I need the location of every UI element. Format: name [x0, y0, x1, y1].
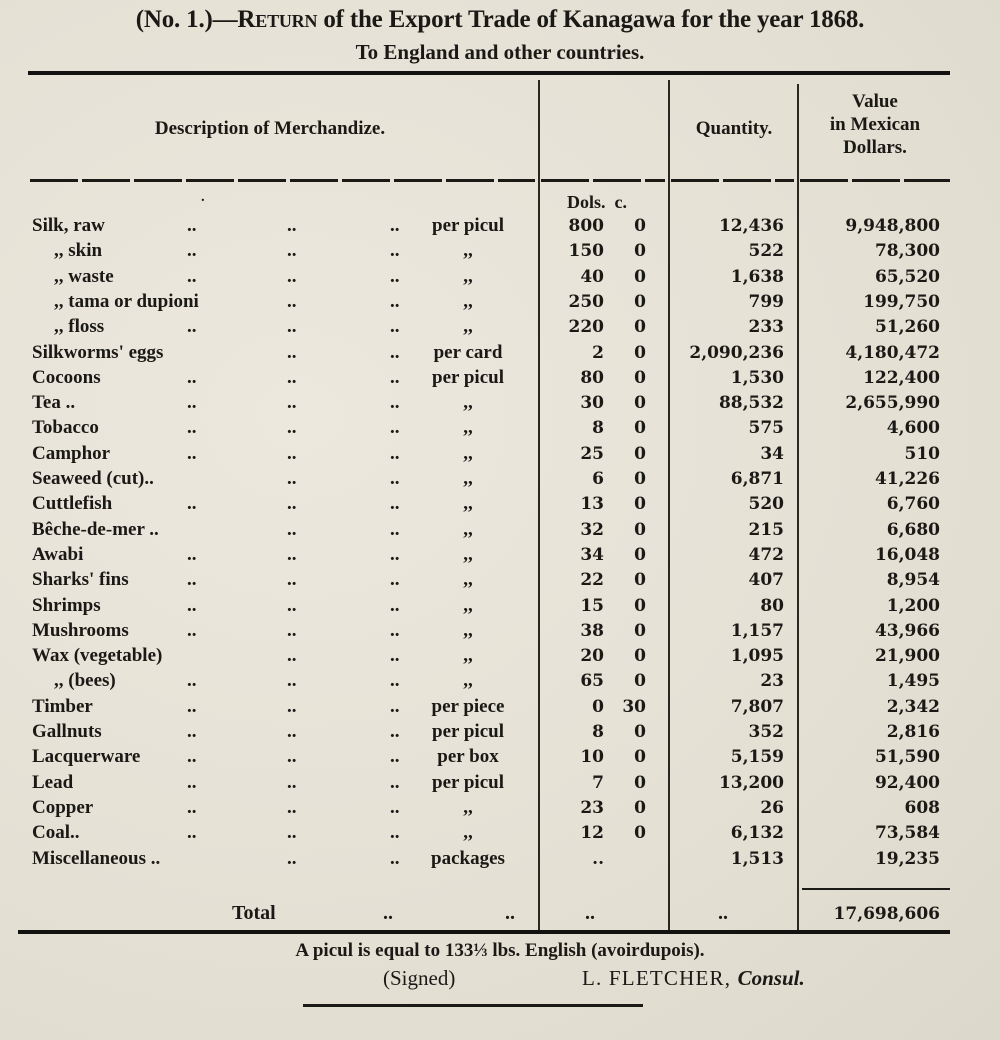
price-dollars: 65 [580, 671, 604, 692]
merchandise-description: Cocoons [32, 366, 101, 388]
leader-dots: .. [187, 569, 197, 591]
price-unit: ,, [463, 645, 473, 667]
price-unit: ,, [463, 493, 473, 515]
leader-dots: .. [390, 468, 400, 489]
leader-dots: .. [390, 746, 400, 768]
merchandise-description: Lead [32, 771, 74, 793]
leader-dots: .. [287, 215, 297, 236]
table-row [0, 670, 1000, 695]
table-row [0, 822, 1000, 847]
merchandise-description: Wax (vegetable) [32, 645, 163, 667]
merchandise-description: Miscellaneous .. [32, 847, 161, 869]
quantity: 1,638 [730, 266, 784, 287]
leader-dots: .. [287, 569, 297, 591]
leader-dots: .. [390, 290, 400, 312]
quantity: 472 [748, 544, 784, 565]
leader-dots: .. [390, 341, 400, 363]
leader-dots: .. [187, 265, 197, 287]
value-dollars: 6,680 [886, 519, 940, 540]
leader-dots: .. [390, 240, 400, 262]
merchandise-description: Lacquerware [32, 746, 141, 768]
price-unit: ,, [463, 796, 473, 818]
value-dollars: 1,200 [886, 595, 940, 616]
value-dollars: 510 [904, 443, 940, 464]
picul-footnote: A picul is equal to 133⅓ lbs. English (avoirdupois). [295, 940, 705, 961]
quantity: 34 [760, 443, 784, 464]
value-dollars: 19,235 [874, 848, 940, 869]
quantity: 215 [748, 519, 784, 540]
leader-dots: .. [390, 695, 400, 717]
header-value-line3: Dollars. [843, 137, 907, 158]
price-cents: 0 [634, 671, 646, 692]
price-dollars: 20 [580, 646, 604, 667]
price-cents: 0 [634, 317, 646, 338]
price-unit: ,, [463, 594, 473, 616]
price-dollars: 0 [592, 696, 604, 717]
leader-dots: .. [187, 316, 197, 338]
total-leader: .. [383, 902, 393, 924]
table-row [0, 848, 1000, 873]
price-unit: ,, [463, 543, 473, 565]
price-dollars: 8 [592, 722, 604, 742]
price-unit: ,, [463, 518, 473, 540]
price-cents: 0 [634, 646, 646, 667]
leader-dots: .. [390, 366, 400, 388]
leader-dots: .. [187, 543, 197, 565]
price-cents: 0 [634, 367, 646, 388]
price-dollars: 6 [592, 469, 604, 489]
table-row [0, 645, 1000, 670]
price-unit: per card [433, 341, 503, 363]
leader-dots: .. [390, 215, 400, 236]
merchandise-description: Silkworms' eggs [32, 341, 164, 363]
value-dollars: 199,750 [863, 291, 940, 312]
merchandise-description: Tobacco [32, 417, 99, 439]
total-rule [802, 888, 950, 890]
merchandise-description: Gallnuts [32, 721, 102, 742]
price-cents: 0 [634, 291, 646, 312]
value-dollars: 65,520 [874, 266, 940, 287]
leader-dots: .. [187, 392, 197, 414]
price-unit: ,, [463, 240, 473, 262]
price-cents-label: c. [614, 192, 628, 212]
leader-dots: .. [187, 240, 197, 262]
leader-dots: .. [390, 316, 400, 338]
quantity: 1,530 [730, 367, 784, 388]
leader-dots: .. [187, 215, 197, 236]
leader-dots: .. [390, 847, 400, 869]
merchandise-description: Awabi [32, 543, 84, 565]
leader-dots: .. [287, 265, 297, 287]
price-cents: 0 [634, 494, 646, 515]
merchandise-description: ,, (bees) [54, 670, 116, 692]
leader-dots: .. [187, 721, 197, 742]
quantity: 5,159 [730, 747, 784, 768]
total-leader: .. [585, 902, 595, 924]
signatory [582, 966, 805, 991]
leader-dots: .. [287, 442, 297, 464]
price-dollars: 220 [568, 317, 604, 338]
price-dollars: 38 [580, 620, 604, 641]
total-value: 17,698,606 [833, 904, 940, 924]
leader-dots: .. [287, 493, 297, 515]
header-rule [541, 179, 665, 182]
leader-dots: .. [390, 594, 400, 616]
value-dollars: 51,260 [874, 317, 940, 338]
value-dollars: 21,900 [874, 646, 940, 667]
title-rest: of the Export Trade of Kanagawa for the year 1868. [317, 6, 865, 33]
value-dollars: 4,600 [886, 418, 940, 439]
quantity: 7,807 [730, 696, 784, 717]
leader-dots: .. [287, 822, 297, 844]
leader-dots: .. [287, 695, 297, 717]
leader-dots: .. [287, 518, 297, 540]
value-dollars: 2,655,990 [845, 393, 940, 414]
price-unit: ,, [463, 265, 473, 287]
merchandise-description: Seaweed (cut).. [32, 468, 154, 489]
price-subheader [567, 192, 627, 213]
signed-label: (Signed) [383, 966, 456, 990]
leader-dots: .. [187, 796, 197, 818]
header-rule [800, 179, 950, 182]
leader-dot: · [200, 190, 206, 211]
price-cents: 0 [634, 469, 646, 489]
merchandise-description: ,, tama or dupioni [54, 290, 199, 312]
price-cents: 0 [634, 722, 646, 742]
leader-dots: .. [287, 543, 297, 565]
quantity: 2,090,236 [689, 342, 784, 363]
price-dollars: 34 [580, 544, 604, 565]
value-dollars: 2,816 [886, 722, 940, 742]
bottom-rule [18, 930, 950, 934]
price-cents: 0 [634, 823, 646, 844]
leader-dots: .. [187, 493, 197, 515]
leader-dots: .. [287, 645, 297, 667]
quantity: 23 [760, 671, 784, 692]
leader-dots: .. [287, 290, 297, 312]
price-dollars: 2 [592, 342, 604, 363]
table-row [0, 240, 1000, 265]
quantity: 88,532 [718, 393, 784, 414]
merchandise-description: Silk, raw [32, 215, 105, 236]
price-unit: ,, [463, 670, 473, 692]
table-row [0, 746, 1000, 771]
price-dollars: 250 [568, 291, 604, 312]
price-dollars: .. [592, 848, 604, 869]
price-dols-label: Dols. [567, 192, 606, 212]
leader-dots: .. [390, 392, 400, 414]
price-unit: ,, [463, 417, 473, 439]
table-row [0, 797, 1000, 822]
value-dollars: 16,048 [874, 544, 940, 565]
header-value-line2: in Mexican [829, 114, 921, 135]
value-dollars: 41,226 [874, 469, 940, 489]
title-prefix: (No. 1.)— [135, 6, 238, 33]
leader-dots: .. [187, 822, 197, 844]
price-cents: 0 [634, 747, 646, 768]
table-row [0, 772, 1000, 797]
signatory-name: L. FLETCHER, [582, 966, 732, 990]
leader-dots: .. [287, 847, 297, 869]
price-cents: 0 [634, 797, 646, 818]
price-dollars: 12 [580, 823, 604, 844]
value-dollars: 43,966 [874, 620, 940, 641]
table-row [0, 367, 1000, 392]
price-cents: 0 [634, 595, 646, 616]
leader-dots: .. [390, 569, 400, 591]
leader-dots: .. [187, 619, 197, 641]
leader-dots: .. [390, 417, 400, 439]
price-cents: 0 [634, 772, 646, 793]
merchandise-description: Mushrooms [32, 619, 129, 641]
value-dollars: 122,400 [863, 367, 940, 388]
merchandise-description: Timber [32, 695, 93, 717]
title-return: Return [237, 6, 318, 33]
header-quantity: Quantity. [695, 118, 773, 139]
quantity: 520 [748, 494, 784, 515]
leader-dots: .. [390, 518, 400, 540]
leader-dots: .. [287, 721, 297, 742]
price-dollars: 8 [592, 418, 604, 439]
price-cents: 0 [634, 570, 646, 591]
merchandise-description: Shrimps [32, 594, 101, 616]
quantity: 233 [748, 317, 784, 338]
total-leader: .. [718, 902, 728, 924]
quantity: 26 [760, 797, 784, 818]
leader-dots: .. [287, 771, 297, 793]
merchandise-description: ,, waste [54, 265, 114, 287]
leader-dots: .. [287, 240, 297, 262]
header-value-line1: Value [852, 91, 898, 112]
leader-dots: .. [287, 316, 297, 338]
leader-dots: .. [390, 265, 400, 287]
leader-dots: .. [287, 746, 297, 768]
price-cents: 0 [634, 443, 646, 464]
price-dollars: 25 [580, 443, 604, 464]
price-cents: 0 [634, 241, 646, 262]
quantity: 352 [748, 722, 784, 742]
value-dollars: 1,495 [886, 671, 940, 692]
table-row [0, 569, 1000, 594]
price-unit: per picul [432, 721, 504, 742]
quantity: 80 [760, 595, 784, 616]
price-dollars: 22 [580, 570, 604, 591]
price-unit: ,, [463, 822, 473, 844]
value-dollars: 51,590 [874, 747, 940, 768]
leader-dots: .. [390, 543, 400, 565]
price-dollars: 40 [580, 266, 604, 287]
table-row [0, 468, 1000, 493]
leader-dots: .. [390, 442, 400, 464]
price-cents: 0 [634, 544, 646, 565]
merchandise-description: Copper [32, 796, 94, 818]
leader-dots: .. [390, 619, 400, 641]
table-row [0, 519, 1000, 544]
table-row [0, 266, 1000, 291]
price-unit: per picul [432, 366, 504, 388]
quantity: 407 [748, 570, 784, 591]
leader-dots: .. [287, 392, 297, 414]
price-dollars: 15 [580, 595, 604, 616]
price-dollars: 10 [580, 747, 604, 768]
quantity: 1,095 [730, 646, 784, 667]
price-unit: ,, [463, 442, 473, 464]
price-cents: 0 [634, 393, 646, 414]
price-unit: per piece [431, 695, 505, 717]
merchandise-description: Tea .. [32, 392, 76, 414]
merchandise-description: Coal.. [32, 822, 80, 844]
price-cents: 30 [622, 696, 646, 717]
merchandise-description: Bêche-de-mer .. [32, 518, 159, 540]
table-row [0, 291, 1000, 316]
value-dollars: 92,400 [874, 772, 940, 793]
price-unit: packages [431, 847, 505, 869]
price-dollars: 800 [568, 216, 604, 236]
quantity: 6,132 [730, 823, 784, 844]
quantity: 799 [748, 291, 784, 312]
leader-dots: .. [187, 771, 197, 793]
total-label: Total [232, 902, 276, 924]
quantity: 6,871 [730, 469, 784, 489]
price-dollars: 32 [580, 519, 604, 540]
signatory-title: Consul. [737, 966, 805, 990]
merchandise-description: ,, skin [54, 240, 103, 262]
table-row [0, 443, 1000, 468]
value-dollars: 2,342 [886, 696, 940, 717]
leader-dots: .. [187, 746, 197, 768]
table-row [0, 417, 1000, 442]
table-row [0, 316, 1000, 341]
quantity: 575 [748, 418, 784, 439]
header-description: Description of Merchandize. [154, 118, 386, 139]
quantity: 1,513 [730, 848, 784, 869]
leader-dots: .. [187, 442, 197, 464]
merchandise-description: ,, floss [54, 316, 105, 338]
leader-dots: .. [390, 771, 400, 793]
leader-dots: .. [287, 796, 297, 818]
price-cents: 0 [634, 620, 646, 641]
leader-dots: .. [390, 796, 400, 818]
price-dollars: 13 [580, 494, 604, 515]
quantity: 13,200 [718, 772, 784, 793]
document-subtitle: To England and other countries. [355, 40, 645, 64]
price-cents: 0 [634, 519, 646, 540]
leader-dots: .. [287, 341, 297, 363]
header-rule [30, 179, 535, 182]
price-cents: 0 [634, 342, 646, 363]
price-unit: ,, [463, 316, 473, 338]
value-dollars: 608 [904, 797, 940, 818]
leader-dots: .. [187, 594, 197, 616]
leader-dots: .. [390, 822, 400, 844]
table-row [0, 696, 1000, 721]
value-dollars: 8,954 [886, 570, 940, 591]
table-row [0, 544, 1000, 569]
price-dollars: 23 [580, 797, 604, 818]
leader-dots: .. [390, 645, 400, 667]
price-dollars: 80 [580, 367, 604, 388]
leader-dots: .. [390, 670, 400, 692]
price-dollars: 150 [568, 241, 604, 262]
leader-dots: .. [187, 670, 197, 692]
table-row [0, 342, 1000, 367]
header-value [800, 90, 950, 159]
leader-dots: .. [287, 670, 297, 692]
price-dollars: 30 [580, 393, 604, 414]
merchandise-description: Cuttlefish [32, 493, 113, 515]
price-unit: per picul [432, 215, 504, 236]
leader-dots: .. [287, 366, 297, 388]
merchandise-description: Camphor [32, 442, 111, 464]
value-dollars: 78,300 [874, 241, 940, 262]
price-unit: per picul [432, 771, 504, 793]
table-row [0, 721, 1000, 746]
value-dollars: 9,948,800 [845, 216, 940, 236]
leader-dots: .. [187, 366, 197, 388]
top-rule [28, 71, 950, 75]
header-rule [671, 179, 794, 182]
value-dollars: 6,760 [886, 494, 940, 515]
document-title [0, 6, 1000, 34]
leader-dots: .. [390, 493, 400, 515]
table-row [0, 620, 1000, 645]
leader-dots: .. [287, 594, 297, 616]
price-unit: per box [437, 746, 499, 768]
price-dollars: 7 [592, 772, 604, 793]
table-row [0, 392, 1000, 417]
price-cents: 0 [634, 216, 646, 236]
merchandise-description: Sharks' fins [32, 569, 129, 591]
quantity: 522 [748, 241, 784, 262]
table-row [0, 493, 1000, 518]
price-cents: 0 [634, 266, 646, 287]
leader-dots: .. [390, 721, 400, 742]
leader-dots: .. [287, 417, 297, 439]
price-cents: 0 [634, 418, 646, 439]
price-unit: ,, [463, 619, 473, 641]
price-unit: ,, [463, 290, 473, 312]
value-dollars: 4,180,472 [845, 342, 940, 363]
total-leader: .. [505, 902, 515, 924]
price-unit: ,, [463, 569, 473, 591]
leader-dots: .. [187, 417, 197, 439]
leader-dots: .. [287, 468, 297, 489]
table-row [0, 595, 1000, 620]
value-dollars: 73,584 [874, 823, 940, 844]
price-unit: ,, [463, 392, 473, 414]
quantity: 1,157 [730, 620, 784, 641]
price-unit: ,, [463, 468, 473, 489]
table-row [0, 215, 1000, 240]
leader-dots: .. [287, 619, 297, 641]
signature-rule [303, 1004, 643, 1007]
quantity: 12,436 [718, 216, 784, 236]
leader-dots: .. [187, 695, 197, 717]
